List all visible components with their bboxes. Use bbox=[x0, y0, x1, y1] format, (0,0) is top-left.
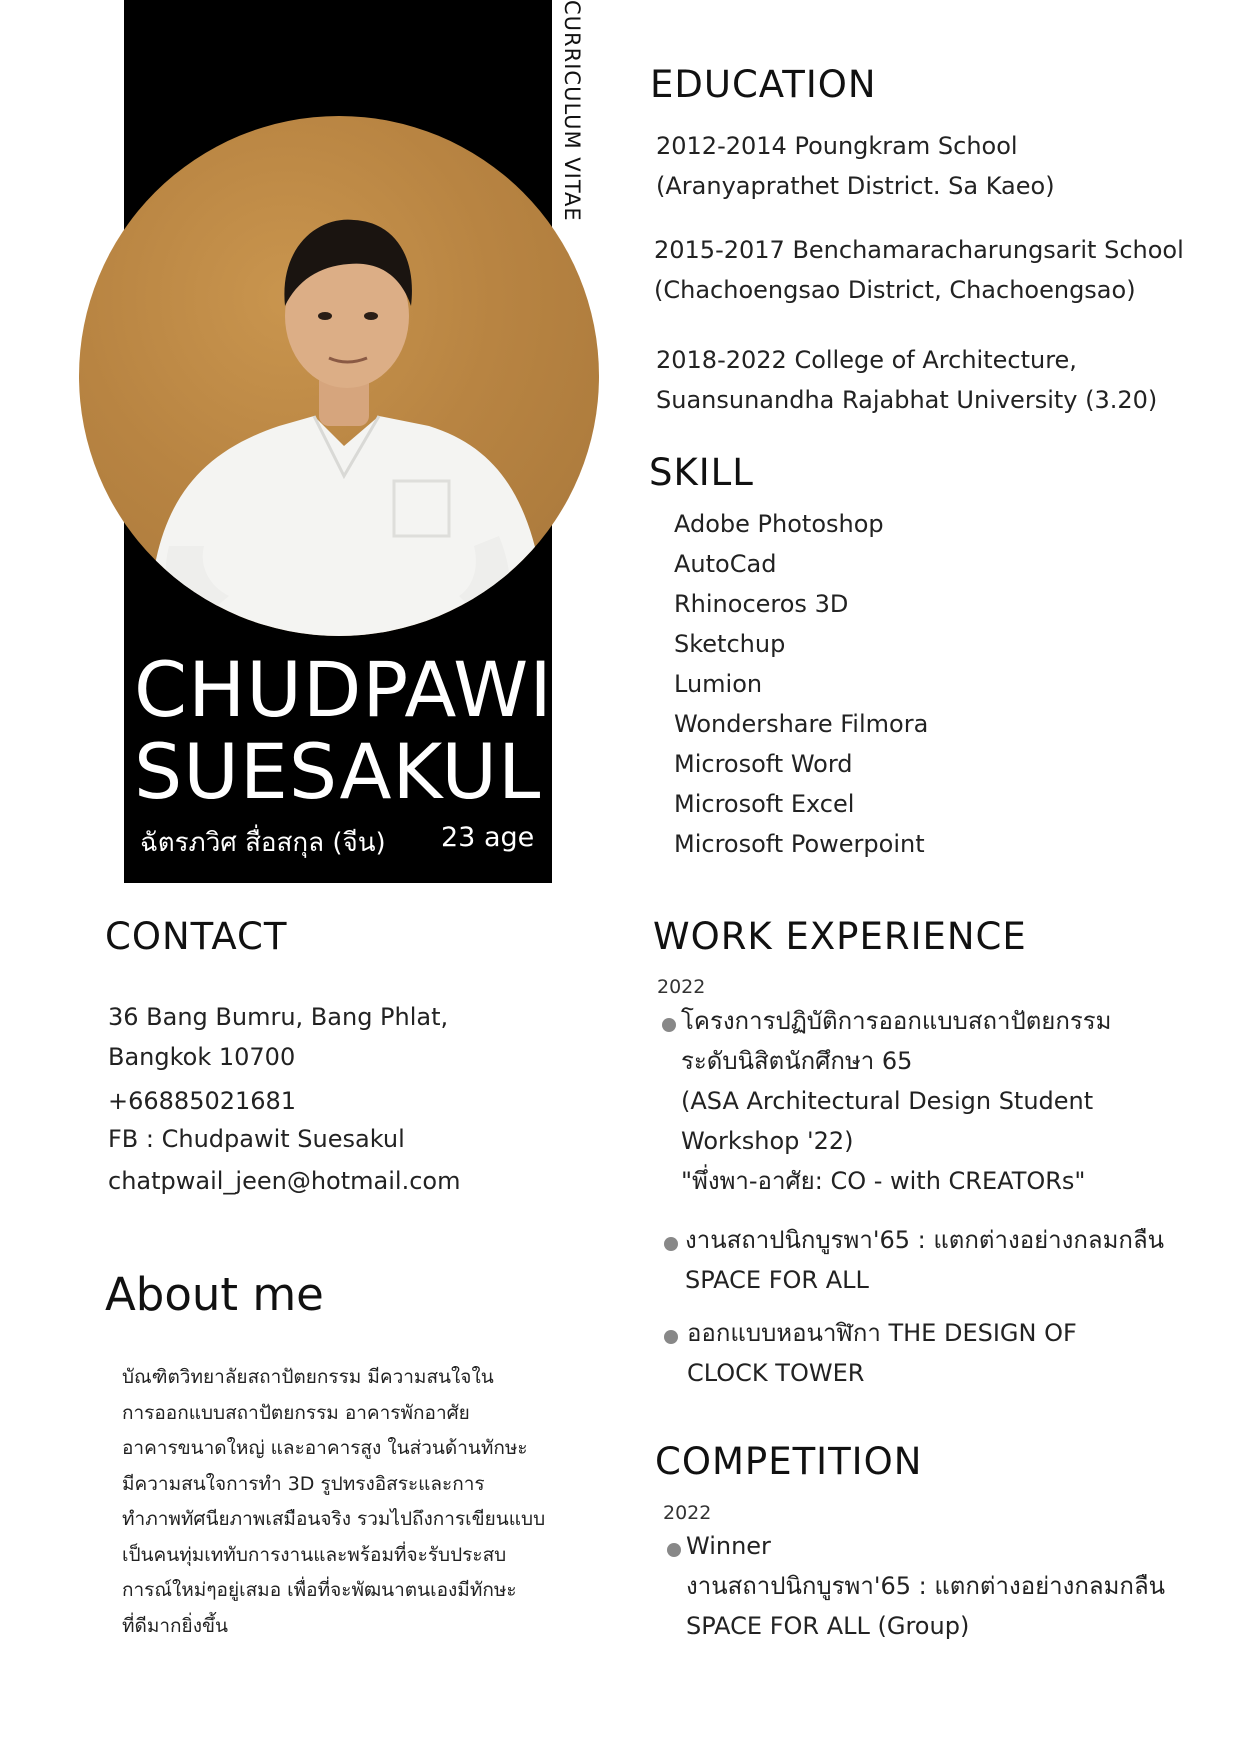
work-item-1-line: "พึ่งพา-อาศัย: CO - with CREATORs" bbox=[681, 1167, 1086, 1195]
about-line: ที่ดีมากยิ่งขึ้น bbox=[122, 1614, 228, 1637]
work-item-2-line: งานสถาปนิกบูรพา'65 : แตกต่างอย่างกลมกลืน bbox=[685, 1226, 1165, 1254]
contact-facebook: FB : Chudpawit Suesakul bbox=[108, 1125, 405, 1153]
skill-item: Adobe Photoshop bbox=[674, 510, 884, 538]
about-line: บัณฑิตวิทยาลัยสถาปัตยกรรม มีความสนใจใน bbox=[122, 1366, 494, 1388]
work-item-3-line: CLOCK TOWER bbox=[687, 1359, 865, 1387]
education-entry-1-line-1: 2012-2014 Poungkram School bbox=[656, 132, 1018, 160]
skill-item: Lumion bbox=[674, 670, 763, 698]
contact-address-line-1: 36 Bang Bumru, Bang Phlat, bbox=[108, 1003, 449, 1031]
work-item-1-line: (ASA Architectural Design Student bbox=[681, 1087, 1094, 1115]
competition-heading: COMPETITION bbox=[655, 1440, 923, 1483]
about-line: การณ์ใหม่ๆอยู่เสมอ เพื่อที่จะพัฒนาตนเองมีทักษะ bbox=[122, 1579, 517, 1601]
curriculum-vitae-label: CURRICULUM VITAE bbox=[560, 0, 584, 222]
bullet-icon bbox=[664, 1330, 678, 1344]
competition-award: Winner bbox=[686, 1532, 771, 1560]
person-illustration bbox=[79, 116, 599, 636]
last-name: SUESAKUL bbox=[134, 727, 542, 816]
profile-photo bbox=[79, 116, 599, 636]
about-line: ทำภาพทัศนียภาพเสมือนจริง รวมไปถึงการเขียนแบบ bbox=[122, 1508, 546, 1530]
age-label: 23 age bbox=[441, 822, 535, 853]
work-item-1-line: Workshop '22) bbox=[681, 1127, 854, 1155]
contact-heading: CONTACT bbox=[105, 915, 288, 958]
skill-heading: SKILL bbox=[649, 451, 754, 494]
education-heading: EDUCATION bbox=[650, 63, 877, 106]
work-item-2-line: SPACE FOR ALL bbox=[685, 1266, 869, 1294]
work-year: 2022 bbox=[657, 976, 706, 998]
bullet-icon bbox=[664, 1237, 678, 1251]
about-paragraph bbox=[122, 1360, 582, 1644]
work-item-3-line: ออกแบบหอนาฬิกา THE DESIGN OF bbox=[687, 1319, 1077, 1347]
skill-item: Microsoft Word bbox=[674, 750, 853, 778]
about-line: อาคารขนาดใหญ่ และอาคารสูง ในส่วนด้านทักษะ bbox=[122, 1437, 528, 1459]
competition-line: SPACE FOR ALL (Group) bbox=[686, 1612, 970, 1640]
work-item-1-line: โครงการปฏิบัติการออกแบบสถาปัตยกรรม bbox=[681, 1007, 1112, 1035]
bullet-icon bbox=[662, 1018, 676, 1032]
about-line: เป็นคนทุ่มเททับการงานและพร้อมที่จะรับประสบ bbox=[122, 1543, 507, 1566]
first-name: CHUDPAWIT bbox=[134, 645, 601, 734]
education-entry-2-line-1: 2015-2017 Benchamaracharungsarit School bbox=[654, 236, 1184, 264]
contact-phone: +66885021681 bbox=[108, 1087, 297, 1115]
skill-item: Rhinoceros 3D bbox=[674, 590, 849, 618]
education-entry-3-line-1: 2018-2022 College of Architecture, bbox=[656, 346, 1077, 374]
about-line: มีความสนใจการทำ 3D รูปทรงอิสระและการ bbox=[122, 1472, 485, 1495]
competition-line: งานสถาปนิกบูรพา'65 : แตกต่างอย่างกลมกลืน bbox=[686, 1572, 1166, 1600]
skill-item: Microsoft Powerpoint bbox=[674, 830, 925, 858]
about-line: การออกแบบสถาปัตยกรรม อาคารพักอาศัย bbox=[122, 1401, 470, 1424]
education-entry-2-line-2: (Chachoengsao District, Chachoengsao) bbox=[654, 276, 1136, 304]
about-heading: About me bbox=[105, 1268, 324, 1321]
thai-name: ฉัตรภวิศ สื่อสกุล (จีน) bbox=[140, 828, 386, 858]
skill-item: AutoCad bbox=[674, 550, 777, 578]
work-item-1-line: ระดับนิสิตนักศึกษา 65 bbox=[681, 1047, 913, 1075]
competition-year: 2022 bbox=[663, 1502, 712, 1524]
skill-item: Microsoft Excel bbox=[674, 790, 855, 818]
work-experience-heading: WORK EXPERIENCE bbox=[653, 915, 1027, 958]
contact-email: chatpwail_jeen@hotmail.com bbox=[108, 1167, 461, 1195]
skill-item: Wondershare Filmora bbox=[674, 710, 929, 738]
skill-item: Sketchup bbox=[674, 630, 786, 658]
bullet-icon bbox=[667, 1543, 681, 1557]
education-entry-1-line-2: (Aranyaprathet District. Sa Kaeo) bbox=[656, 172, 1055, 200]
contact-address-line-2: Bangkok 10700 bbox=[108, 1043, 296, 1071]
education-entry-3-line-2: Suansunandha Rajabhat University (3.20) bbox=[656, 386, 1158, 414]
